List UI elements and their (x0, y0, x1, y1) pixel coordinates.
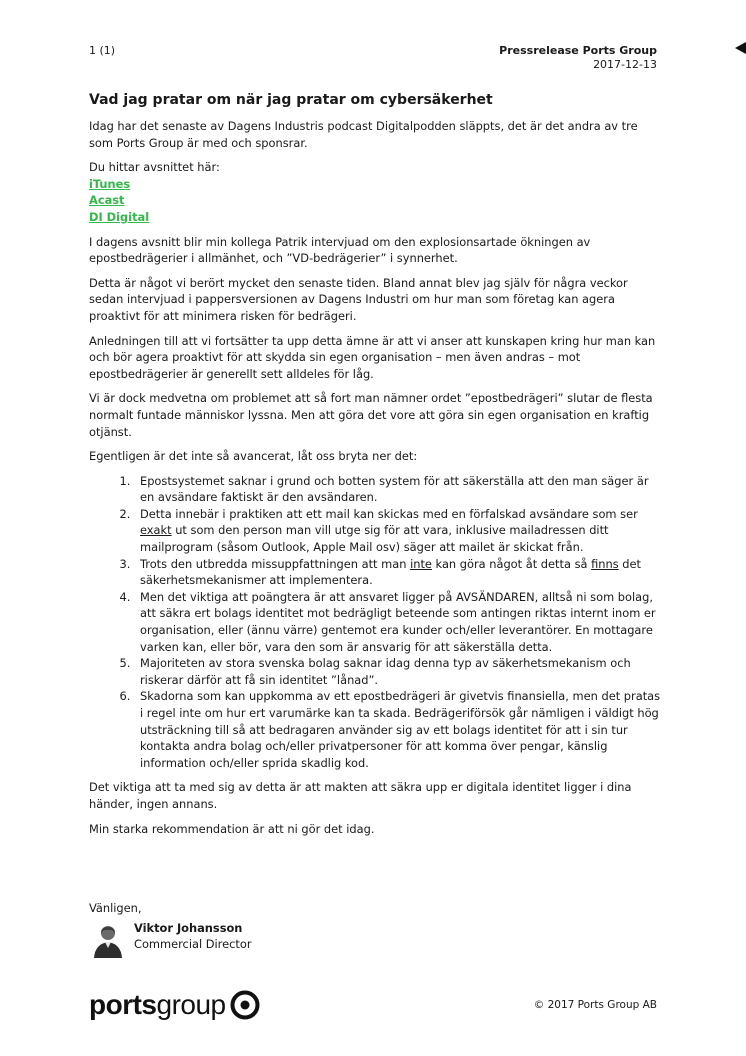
list-item: 5. Majoriteten av stora svenska bolag saknar idag denna typ av säkerhetsmekanism och riskerar därför att få sin identitet ”lånad”. (134, 655, 661, 688)
portsgroup-logo: portsgroup (89, 989, 260, 1021)
links-intro: Du hittar avsnittet här: (89, 160, 220, 175)
di-digital-link[interactable]: DI Digital (89, 209, 150, 224)
document-body (89, 91, 661, 845)
logo-circle-icon (230, 990, 260, 1020)
paragraph-2: Detta är något vi berört mycket den senaste tiden. Bland annat blev jag själv för några veckor sedan intervjuad i pappersversionen av Dagens Industri om hur man som företag kan agera proaktivt för att minimera risken för bedrägeri. (89, 275, 628, 323)
intro-paragraph: Idag har det senaste av Dagens Industris podcast Digitalpodden släppts, det är det andra av tre som Ports Group är med och sponsrar. (89, 119, 638, 150)
itunes-link[interactable]: iTunes (89, 176, 131, 191)
avatar (89, 920, 127, 958)
document-date: 2017-12-13 (593, 58, 657, 71)
copyright-text: © 2017 Ports Group AB (533, 999, 657, 1011)
closing-paragraph-1: Det viktiga att ta med sig av detta är att makten att säkra upp er digitala identitet ligger i dina händer, ingen annans. (89, 780, 632, 811)
collapse-arrow-icon[interactable] (735, 42, 746, 54)
links-block (89, 159, 661, 225)
list-item: 1. Epostsystemet saknar i grund och botten system för att säkerställa att den man säger är en avsändare faktiskt är den avsändaren. (134, 473, 661, 506)
paragraph-4: Vi är dock medvetna om problemet att så fort man nämner ordet ”epostbedrägeri” slutar de flesta normalt funtade människor lyssna. Men att göra det vore att göra sin egen organisation en kraftig otjänst. (89, 391, 653, 439)
list-item: 4. Men det viktiga att poängtera är att ansvaret ligger på AVSÄNDAREN, alltså ni som bolag, att säkra ert bolags identitet mot bedrägligt beteende som antingen riktas internt inom er organisation, eller (ännu värre) gentemot era kunder och/eller leverantörer. En mottagare varken kan, eller bör, vara den som är ansvarig för att säkerställa detta. (134, 589, 661, 655)
document-header (499, 44, 657, 72)
list-item: 3. Trots den utbredda missuppfattningen att man inte kan göra något åt detta så finns det säkerhetsmekanismer att implementera. (134, 556, 661, 589)
list-item: 2. Detta innebär i praktiken att ett mail kan skickas med en förfalskad avsändare som ser exakt ut som den person man vill utge sig för att vara, inklusive mailadressen ditt mailprogram (såsom Outlook, Apple Mail osv) säger att mailet är skickat från. (134, 506, 661, 556)
document-title: Vad jag pratar om när jag pratar om cybersäkerhet (89, 92, 493, 108)
signatory-name: Viktor Johansson (134, 921, 243, 935)
signatory-role: Commercial Director (134, 937, 252, 951)
signature-block (89, 900, 252, 958)
document-type: Pressrelease Ports Group (499, 44, 657, 57)
list-item: 6. Skadorna som kan uppkomma av ett epostbedrägeri är givetvis finansiella, men det pratas i regel inte om hur ert varumärke kan ta skada. Bedrägeriförsök går nämligen i väldigt hög utsträckning till så att bedragaren använder sig av ett bolags identitet för att i sin tur kontakta andra bolag och/eller privatpersoner för att komma över pengar, känslig information och/eller sprida skadlig kod. (134, 688, 661, 771)
paragraph-1: I dagens avsnitt blir min kollega Patrik intervjuad om den explosionsartade ökningen av epostbedrägerier i allmänhet, och ”VD-bedrägerier” i synnerhet. (89, 234, 591, 266)
acast-link[interactable]: Acast (89, 193, 125, 208)
numbered-list (89, 473, 661, 772)
paragraph-3: Anledningen till att vi fortsätter ta upp detta ämne är att vi anser att kunskapen kring hur man kan och bör agera proaktivt för att skydda sin egen organisation – men även andras – mot epostbedrägerier är generellt sett alldeles för låg. (89, 333, 656, 381)
page-number: 1 (1) (89, 44, 116, 57)
greeting: Vänligen, (89, 901, 142, 915)
paragraph-5: Egentligen är det inte så avancerat, låt oss bryta ner det: (89, 449, 418, 464)
closing-paragraph-2: Min starka rekommendation är att ni gör det idag. (89, 821, 375, 836)
